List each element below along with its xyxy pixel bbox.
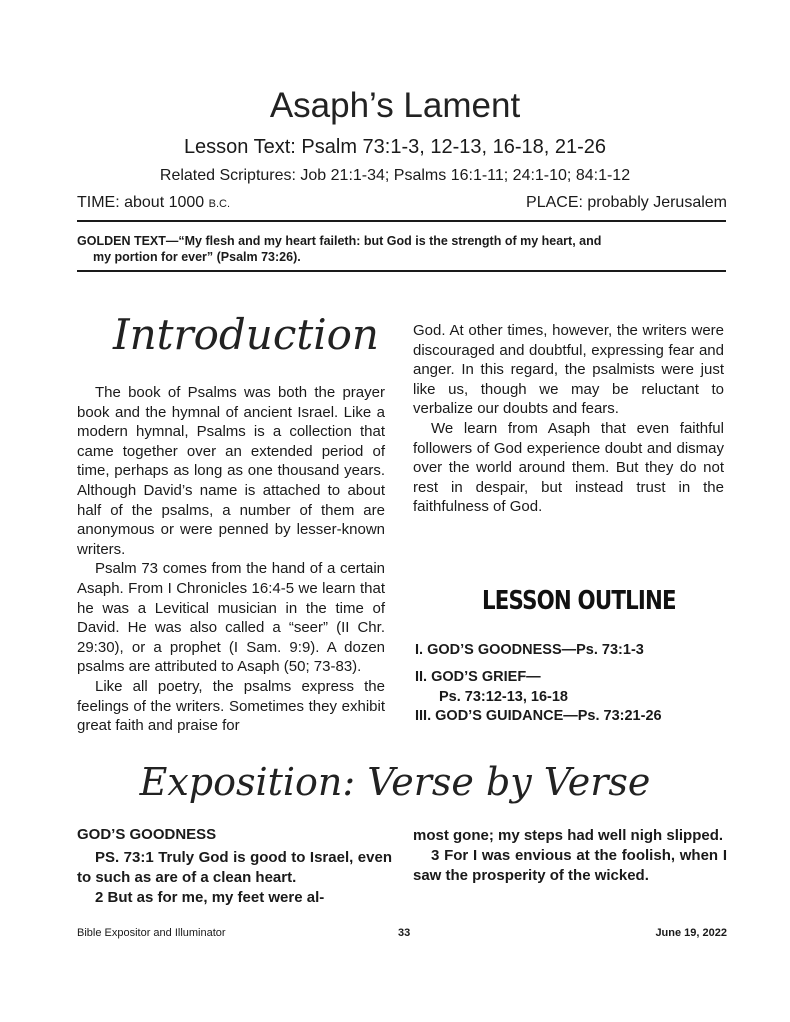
place-info: PLACE: probably Jerusalem bbox=[526, 194, 727, 211]
footer-date: June 19, 2022 bbox=[655, 927, 727, 939]
intro-paragraph: We learn from Asaph that even faithful followers of God experience doubt and dismay over the world around them. But they do not rest in despair, but instead trust in the faithfulness of God. bbox=[413, 419, 724, 516]
page-title: Asaph’s Lament bbox=[269, 86, 521, 125]
time-label: TIME: about 1000 bbox=[77, 194, 205, 211]
footer-page-number: 33 bbox=[398, 927, 411, 939]
divider-top bbox=[77, 220, 726, 222]
golden-text-line1: GOLDEN TEXT—“My flesh and my heart faileth: but God is the strength of my heart, and bbox=[77, 234, 602, 248]
introduction-left-column bbox=[77, 383, 385, 736]
time-info bbox=[77, 194, 230, 212]
outline-item-1: I. GOD’S GOODNESS—Ps. 73:1-3 bbox=[415, 642, 644, 658]
verse-left-column bbox=[77, 848, 392, 908]
exposition-heading: Exposition: Verse by Verse bbox=[139, 760, 651, 804]
outline-item-3: III. GOD’S GUIDANCE—Ps. 73:21-26 bbox=[415, 708, 662, 724]
verse-text: most gone; my steps had well nigh slipped. bbox=[413, 827, 724, 844]
outline-item-2-title: II. GOD’S GRIEF— bbox=[415, 669, 541, 685]
verse-text: 2 But as for me, my feet were al- bbox=[95, 889, 325, 906]
divider-bottom bbox=[77, 270, 726, 272]
intro-paragraph: Psalm 73 comes from the hand of a certain Asaph. From I Chronicles 16:4-5 we learn that he was a Levitical musician in the time of David. He was also called a “seer” (II Chr. 29:30), or a prophet (I Sam. 9:9). A dozen psalms are attributed to Asaph (50; 73-83). bbox=[77, 560, 385, 676]
verse-text: 3 For I was envious at the foolish, when I saw the prosperity of the wicked. bbox=[413, 847, 727, 884]
golden-text bbox=[77, 233, 726, 265]
intro-paragraph: The book of Psalms was both the prayer book and the hymnal of ancient Israel. Like a modern hymnal, Psalms is a collection that came together over an extended period of time, perhaps as long as one thousand years. Although David’s name is attached to about half of the psalms, a number of them are anonymous or were penned by lesser-known writers. bbox=[77, 384, 385, 558]
time-era: B.C. bbox=[208, 198, 231, 210]
lesson-outline-heading: LESSON OUTLINE bbox=[482, 586, 676, 616]
section-title: GOD’S GOODNESS bbox=[77, 826, 217, 843]
outline-item-2 bbox=[415, 667, 568, 707]
golden-text-line2: my portion for ever” (Psalm 73:26). bbox=[93, 250, 301, 264]
verse-text: PS. 73:1 Truly God is good to Israel, even to such as are of a clean heart. bbox=[77, 849, 392, 886]
verse-right-column bbox=[413, 826, 727, 886]
introduction-right-column bbox=[413, 321, 724, 517]
intro-paragraph: God. At other times, however, the writers were discouraged and doubtful, expressing fear and anger. In this regard, the psalmists were just like us, though we may be reluctant to verbalize our doubts and fears. bbox=[413, 322, 724, 418]
lesson-text: Lesson Text: Psalm 73:1-3, 12-13, 16-18, 21-26 bbox=[183, 136, 607, 158]
related-scriptures: Related Scriptures: Job 21:1-34; Psalms 16:1-11; 24:1-10; 84:1-12 bbox=[159, 167, 631, 184]
intro-paragraph: Like all poetry, the psalms express the feelings of the writers. Sometimes they exhibit great faith and praise for bbox=[77, 677, 385, 735]
outline-item-2-ref: Ps. 73:12-13, 16-18 bbox=[439, 689, 568, 705]
introduction-heading: Introduction bbox=[113, 310, 379, 359]
footer-publication: Bible Expositor and Illuminator bbox=[77, 927, 226, 939]
